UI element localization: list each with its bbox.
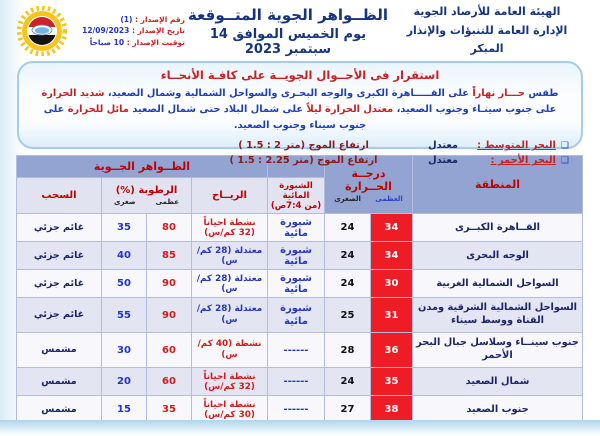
wave-height-range: ( 1.5 : 2.25 متر) [229,155,314,167]
winds-cell: نشطة (40 كم/س) [192,333,268,368]
humidity-min-cell: 30 [102,333,147,368]
humidity-min-subheader: صغرى [114,198,136,206]
mediterranean-sea-label: البحر المتوسط : [477,140,556,152]
summary-segment: على جنوب سيناء وجنوب الصعيد. [43,104,367,132]
document-title: الظــواهر الجوية المتــوقعة [187,5,389,24]
winds-cell: نشطة احياناً (30 كم/س) [192,396,268,424]
issue-date-value: 12/09/2023 [82,26,130,36]
summary-segment: على جنوب سينـاء وجنوب الصعيد، [393,104,557,116]
min-temp-cell: 27 [325,396,371,424]
humidity-max-cell: 35 [147,396,192,424]
max-temp-cell: 35 [371,368,413,396]
clouds-cell: غائم جزئي [16,298,101,333]
table-row-northeast-coasts [16,298,582,333]
summary-segment-highlight: حـــار نهاراً [472,88,525,99]
winds-cell: معتدلة (28 كم/س) [192,298,268,333]
winds-column-header: الريــاح [192,178,268,214]
max-temp-cell: 36 [371,333,413,368]
document-title-block [185,6,391,57]
region-cell: القــاهرة الكبــرى [413,214,583,242]
min-temp-cell: 24 [325,270,371,298]
summary-segment-highlight: مائل للحرارة [67,104,129,116]
authority-name [391,3,583,59]
humidity-min-cell: 40 [102,242,147,270]
humidity-max-cell: 60 [147,368,192,396]
table-row-south-sinai [16,333,582,368]
document-date: يوم الخميس الموافق 14 سبتمبر 2023 [209,26,367,57]
humidity-min-cell: 15 [102,396,147,424]
min-temp-cell: 24 [325,368,371,396]
max-temp-cell: 31 [371,298,413,333]
masthead [17,3,583,59]
mist-cell: شبورة مائية [268,214,325,242]
min-temp-cell: 25 [325,298,371,333]
clouds-cell: غائم جزئي [16,270,101,298]
table-row-north-upper-egypt [16,368,582,396]
issue-date-label: تاريخ الإصدار : [131,26,185,36]
bottom-decorative-band [0,420,600,436]
table-row-lower-egypt [16,242,582,270]
mediterranean-sea-row [31,138,569,153]
issue-number-line [71,14,185,25]
issue-time-label: توقيت الإصدار : [126,37,185,47]
mist-cell: ------ [268,333,325,368]
forecast-table [16,155,583,424]
region-column-header: المنطقة [413,156,583,214]
max-temp-cell: 38 [371,396,413,424]
clouds-cell: غائم جزئي [16,242,101,270]
meteorological-authority-logo-icon [17,6,67,56]
humidity-max-cell: 85 [147,242,192,270]
region-cell: السواحل الشمالية الغربية [413,270,583,298]
issue-time-value: 10 صباحاً [89,37,125,47]
wave-height-label: ارتفاع الموج [308,140,369,152]
summary-segment: طقس [524,88,559,99]
issue-time-line [71,37,185,48]
square-bullet-icon: ❑ [560,140,569,151]
red-sea-row [31,153,569,168]
wave-height-range: ( 1.5 : 2 متر) [238,140,306,152]
square-bullet-icon: ❑ [560,155,569,166]
max-temp-cell: 30 [371,270,413,298]
humidity-min-cell: 55 [102,298,147,333]
humidity-max-cell: 90 [147,298,192,333]
summary-segment-highlight: شديد الحرارة [41,88,105,99]
humidity-subheaders [104,198,189,206]
summary-segment: على شمال البلاد حتى شمال الصعيد [128,104,307,116]
mist-column-header [268,178,325,214]
issue-info [67,14,185,48]
mediterranean-sea-state: معتدل [428,140,458,152]
humidity-max-subheader: عظمى [155,198,179,206]
issue-number-value: (1) [120,15,133,25]
winds-cell: نشطة احياناً (32 كم/س) [192,368,268,396]
min-temp-cell: 24 [325,242,371,270]
mist-cell: ------ [268,368,325,396]
mediterranean-wave-height [211,140,396,151]
humidity-header-title: الرطوبة (%) [115,185,178,196]
summary-title: استقرار فى الأحــوال الجويــة على كافـة الأنحــاء [160,68,440,82]
clouds-column-header: السحب [16,178,101,214]
clouds-cell: مشمس [16,368,101,396]
humidity-min-cell: 35 [102,214,147,242]
temperature-subheaders [327,195,410,203]
region-cell: جنوب الصعيد [413,396,583,424]
mist-cell: ------ [268,396,325,424]
mist-cell: شبورة مائية [268,242,325,270]
red-sea-label: البحر الأحمر : [490,155,556,167]
humidity-max-cell: 80 [147,214,192,242]
red-sea-wave-height [211,155,396,166]
humidity-max-cell: 90 [147,270,192,298]
humidity-max-cell: 60 [147,333,192,368]
wave-height-label: ارتفاع الموج [317,155,378,167]
clouds-cell: غائم جزئي [16,214,101,242]
issue-date-line [71,25,185,36]
region-cell: الوجه البحرى [413,242,583,270]
authority-line1: الهيئة العامة للأرصاد الجوية [413,4,561,18]
temperature-header-title: درجــة الحــرارة [345,166,392,193]
temp-min-subheader: الصغرى [334,194,361,203]
region-cell: جنوب سينــاء وسلاسل جبال البحر الأحمر [413,333,583,368]
mist-header-line2: (من 7:4ص) [270,200,322,211]
authority-line2: الإدارة العامة للتنبؤات والإنذار المبكر [406,23,568,56]
max-temp-cell: 34 [371,214,413,242]
humidity-min-cell: 20 [102,368,147,396]
max-temp-cell: 34 [371,242,413,270]
region-cell: شمال الصعيد [413,368,583,396]
humidity-min-cell: 50 [102,270,147,298]
summary-body [33,86,567,134]
summary-segment: على القـــــاهرة الكبرى والوجه البحـرى والسواحل الشمالية وشمال الصعيد، [104,88,473,99]
min-temp-cell: 24 [325,214,371,242]
issue-number-label: رقم الإصدار : [135,15,185,25]
humidity-column-header [102,178,192,214]
table-row-greater-cairo [16,214,582,242]
min-temp-cell: 28 [325,333,371,368]
region-cell: السواحل الشمالية الشرقية ومدن القناة ووسط سيناء [413,298,583,333]
mist-header-line1: الشبورة المائية [279,180,313,201]
mist-cell: شبورة مائية [268,298,325,333]
summary-segment-highlight: معتدل الحرارة ليلاً [306,104,394,116]
winds-cell: نشطة احياناً (32 كم/س) [192,214,268,242]
clouds-cell: مشمس [16,333,101,368]
temp-max-subheader: العظمى [375,194,403,203]
mist-cell: شبورة مائية [268,270,325,298]
winds-cell: معتدلة (28 كم/س) [192,242,268,270]
phenomena-group-header: الظــواهر الجــوية [16,156,267,178]
clouds-cell: مشمس [16,396,101,424]
table-row-northwest-coasts [16,270,582,298]
red-sea-state: معتدل [428,155,458,167]
winds-cell: معتدلة (28 كم/س) [192,270,268,298]
